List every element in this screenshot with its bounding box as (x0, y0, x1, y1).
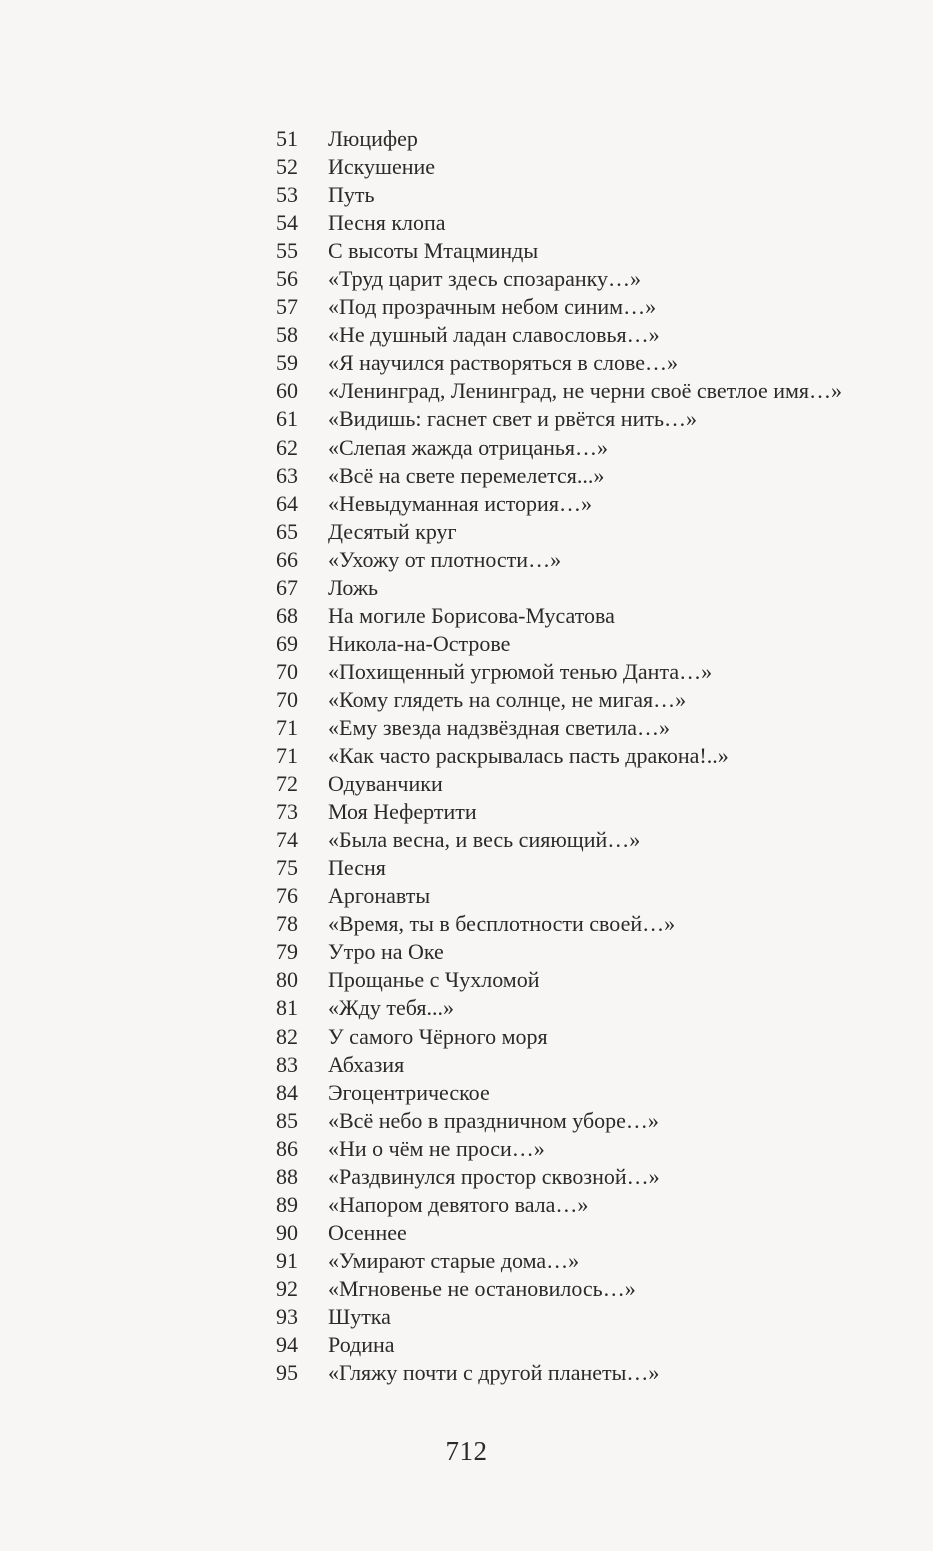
toc-entry-page: 59 (276, 350, 298, 376)
toc-entry (276, 462, 896, 490)
toc-entry (276, 770, 896, 798)
toc-entry-title: «Время, ты в бесплотности своей…» (328, 911, 676, 937)
toc-entry-title: Абхазия (328, 1051, 405, 1077)
toc-entry (276, 181, 896, 209)
toc-entry (276, 826, 896, 854)
toc-entry (276, 714, 896, 742)
toc-entry-title: Прощанье с Чухломой (328, 967, 540, 993)
toc-entry-page: 89 (276, 1191, 298, 1217)
toc-entry (276, 1247, 896, 1275)
toc-entry-title: Эгоцентрическое (328, 1079, 490, 1105)
toc-entry (276, 630, 896, 658)
toc-entry (276, 321, 896, 349)
toc-entry-title: Одуванчики (328, 771, 443, 797)
toc-entry-title: Шутка (328, 1303, 391, 1329)
toc-entry-title: «Кому глядеть на солнце, не мигая…» (328, 686, 687, 712)
page-number: 712 (445, 1436, 488, 1466)
toc-entry-title: «Всё на свете перемелется...» (328, 462, 605, 488)
toc-entry-page: 54 (276, 210, 298, 236)
toc-entry-page: 56 (276, 266, 298, 292)
toc-entry-page: 93 (276, 1303, 298, 1329)
toc-entry-page: 61 (276, 406, 298, 432)
toc-entry-page: 58 (276, 322, 298, 348)
toc-entry-title: «Всё небо в праздничном уборе…» (328, 1107, 659, 1133)
toc-entry-page: 75 (276, 855, 298, 881)
toc-entry-title: На могиле Борисова-Мусатова (328, 602, 615, 628)
toc-entry-page: 88 (276, 1163, 298, 1189)
toc-entry (276, 405, 896, 433)
toc-entry-page: 65 (276, 518, 298, 544)
toc-entry-title: Осеннее (328, 1219, 407, 1245)
toc-entry (276, 994, 896, 1022)
toc-entry (276, 1163, 896, 1191)
toc-entry-title: «Как часто раскрывалась пасть дракона!..» (328, 743, 729, 769)
toc-entry-title: «Жду тебя...» (328, 995, 455, 1021)
toc-entry-page: 90 (276, 1219, 298, 1245)
table-of-contents (276, 125, 896, 1387)
toc-entry-title: «Была весна, и весь сияющий…» (328, 827, 641, 853)
toc-entry-page: 63 (276, 462, 298, 488)
toc-entry-title: Никола-на-Острове (328, 630, 511, 656)
toc-entry-page: 55 (276, 238, 298, 264)
toc-entry-page: 91 (276, 1247, 298, 1273)
toc-entry (276, 658, 896, 686)
toc-entry (276, 686, 896, 714)
toc-entry-page: 66 (276, 546, 298, 572)
toc-entry (276, 1275, 896, 1303)
toc-entry (276, 377, 896, 405)
toc-entry-page: 74 (276, 827, 298, 853)
toc-entry-title: «Ленинград, Ленинград, не черни своё светлое имя…» (328, 378, 843, 404)
toc-entry-title: «Труд царит здесь спозаранку…» (328, 266, 642, 292)
toc-entry-title: «Я научился растворяться в слове…» (328, 350, 678, 376)
toc-entry (276, 966, 896, 994)
toc-entry-page: 67 (276, 574, 298, 600)
toc-entry (276, 1051, 896, 1079)
toc-entry-page: 53 (276, 182, 298, 208)
toc-entry-title: Ложь (328, 574, 379, 600)
toc-entry-page: 80 (276, 967, 298, 993)
toc-entry-page: 76 (276, 883, 298, 909)
toc-entry-page: 64 (276, 490, 298, 516)
toc-entry-page: 82 (276, 1023, 298, 1049)
toc-entry (276, 490, 896, 518)
toc-entry (276, 1359, 896, 1387)
toc-entry (276, 1135, 896, 1163)
toc-entry (276, 209, 896, 237)
toc-entry (276, 546, 896, 574)
toc-entry-page: 69 (276, 630, 298, 656)
toc-entry (276, 1191, 896, 1219)
toc-entry-page: 71 (276, 743, 298, 769)
toc-entry (276, 153, 896, 181)
toc-entry (276, 882, 896, 910)
toc-entry-title: Родина (328, 1332, 395, 1358)
toc-entry-title: Десятый круг (328, 518, 457, 544)
toc-entry-title: «Не душный ладан славословья…» (328, 322, 660, 348)
toc-entry (276, 910, 896, 938)
toc-entry-title: «Слепая жажда отрицанья…» (328, 434, 609, 460)
toc-entry-title: У самого Чёрного моря (328, 1023, 548, 1049)
toc-entry-page: 94 (276, 1332, 298, 1358)
toc-entry (276, 434, 896, 462)
toc-entry-page: 81 (276, 995, 298, 1021)
toc-entry-page: 71 (276, 714, 298, 740)
toc-entry (276, 1023, 896, 1051)
toc-entry-page: 92 (276, 1275, 298, 1301)
toc-entry (276, 1303, 896, 1331)
toc-entry (276, 798, 896, 826)
toc-entry (276, 938, 896, 966)
toc-entry (276, 518, 896, 546)
toc-entry-title: «Мгновенье не остановилось…» (328, 1275, 636, 1301)
toc-entry-page: 86 (276, 1135, 298, 1161)
toc-entry (276, 1079, 896, 1107)
toc-entry-title: «Под прозрачным небом синим…» (328, 294, 657, 320)
toc-entry-title: «Ухожу от плотности…» (328, 546, 562, 572)
toc-entry-title: Утро на Оке (328, 939, 444, 965)
toc-entry-page: 57 (276, 294, 298, 320)
toc-entry (276, 742, 896, 770)
toc-entry (276, 1219, 896, 1247)
toc-entry-page: 70 (276, 686, 298, 712)
toc-entry (276, 854, 896, 882)
toc-entry-page: 60 (276, 378, 298, 404)
toc-entry-title: «Умирают старые дома…» (328, 1247, 580, 1273)
toc-entry-page: 78 (276, 911, 298, 937)
toc-entry-page: 68 (276, 602, 298, 628)
toc-entry (276, 602, 896, 630)
toc-entry-title: Аргонавты (328, 883, 431, 909)
toc-entry (276, 237, 896, 265)
toc-entry-title: Искушение (328, 154, 436, 180)
toc-entry-page: 79 (276, 939, 298, 965)
toc-entry-title: Моя Нефертити (328, 799, 477, 825)
toc-entry (276, 293, 896, 321)
toc-entry-title: С высоты Мтацминды (328, 238, 539, 264)
toc-entry-page: 52 (276, 154, 298, 180)
toc-entry-page: 72 (276, 771, 298, 797)
toc-entry-title: «Напором девятого вала…» (328, 1191, 589, 1217)
toc-entry (276, 1107, 896, 1135)
toc-entry-page: 85 (276, 1107, 298, 1133)
toc-entry-title: «Видишь: гаснет свет и рвётся нить…» (328, 406, 697, 432)
toc-entry-title: Песня клопа (328, 210, 446, 236)
toc-entry-title: Путь (328, 182, 375, 208)
toc-entry (276, 265, 896, 293)
toc-entry-title: «Гляжу почти с другой планеты…» (328, 1360, 660, 1386)
toc-entry (276, 125, 896, 153)
toc-entry (276, 349, 896, 377)
toc-entry-title: Песня (328, 855, 386, 881)
toc-entry-title: «Похищенный угрюмой тенью Данта…» (328, 658, 713, 684)
toc-entry-page: 95 (276, 1360, 298, 1386)
toc-entry-title: «Невыдуманная история…» (328, 490, 592, 516)
toc-entry-page: 73 (276, 799, 298, 825)
toc-entry-title: «Ни о чём не проси…» (328, 1135, 545, 1161)
toc-entry-title: «Раздвинулся простор сквозной…» (328, 1163, 660, 1189)
toc-entry (276, 574, 896, 602)
toc-entry-page: 70 (276, 658, 298, 684)
toc-entry-title: Люцифер (328, 126, 418, 151)
toc-entry-page: 84 (276, 1079, 298, 1105)
toc-entry-title: «Ему звезда надзвёздная светила…» (328, 714, 670, 740)
toc-entry-page: 62 (276, 434, 298, 460)
toc-entry (276, 1331, 896, 1359)
toc-entry-page: 51 (276, 126, 298, 151)
toc-entry-page: 83 (276, 1051, 298, 1077)
